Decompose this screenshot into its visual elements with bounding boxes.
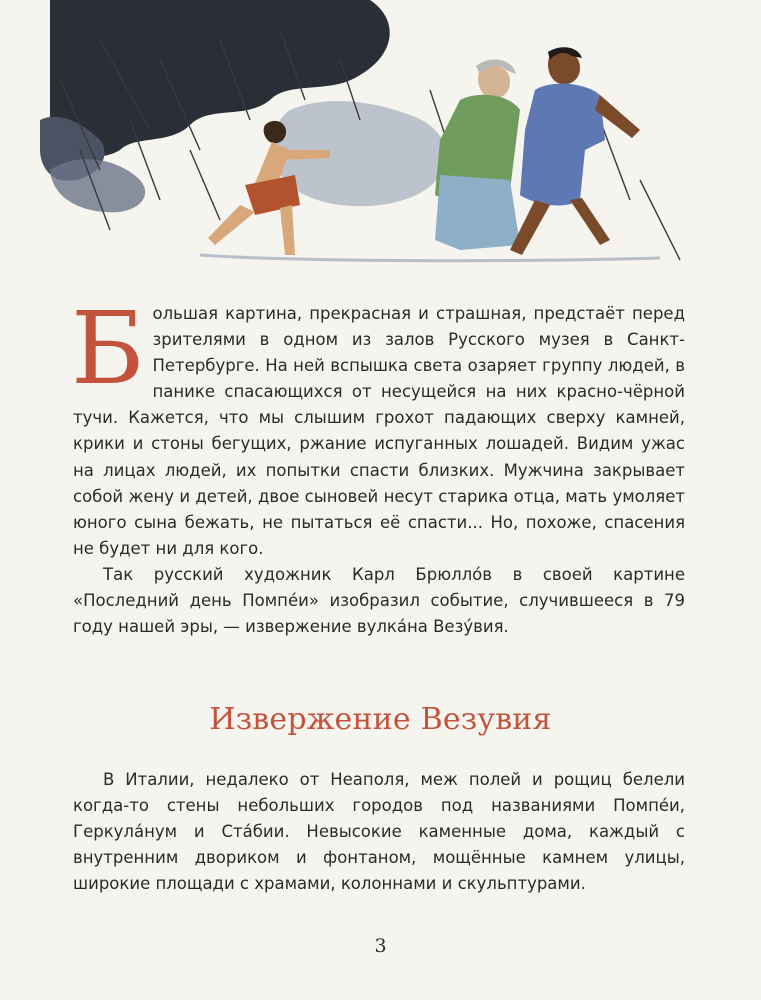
woman-in-green — [435, 59, 520, 250]
blue-smoke — [50, 159, 145, 212]
drop-cap-letter: Б — [71, 290, 145, 407]
section-heading: Извержение Везувия — [209, 702, 552, 737]
intro-paragraph-text: ольшая картина, прекрасная и страшная, предстаёт перед зрителями в одном из залов Русского музея в Санкт-Петербурге. На ней вспышка света озаряет группу людей, в панике спасающихся от несущейся на них красно-чёрной тучи. Кажется, что мы слышим грохот падающих сверху камней, крики и стоны бегущих, ржание испуганных лошадей. Видим ужас на лицах людей, их попытки спасти близких. Мужчина закрывает собой жену и детей, двое сыновей несут старика отца, мать умоляет юного сына бежать, не пытаться её спасти... Но, похоже, спасения не будет ни для кого. — [73, 304, 685, 558]
page-number: 3 — [374, 935, 387, 957]
section-body — [73, 767, 685, 897]
italy-paragraph: В Италии, недалеко от Неаполя, меж полей и рощиц белели когда-то стены небольших городов под названиями Помпе́и, Геркула́нум и Ста́бии. Невысокие каменные дома, каждый с внутренним двориком и фонтаном, мощённые камнем улицы, широкие площади с храмами, колоннами и скульптурами. — [73, 770, 685, 894]
article-intro — [71, 290, 685, 640]
man-in-blue — [510, 47, 640, 255]
intro-paragraph — [71, 290, 685, 562]
bryullov-paragraph: Так русский художник Карл Брюлло́в в своей картине «Последний день Помпе́и» изобразил событие, случившееся в 79 году нашей эры, — извержение вулка́на Везу́вия. — [73, 564, 685, 637]
illustration-fleeing-people — [40, 0, 720, 275]
ground-shadow — [200, 255, 660, 261]
